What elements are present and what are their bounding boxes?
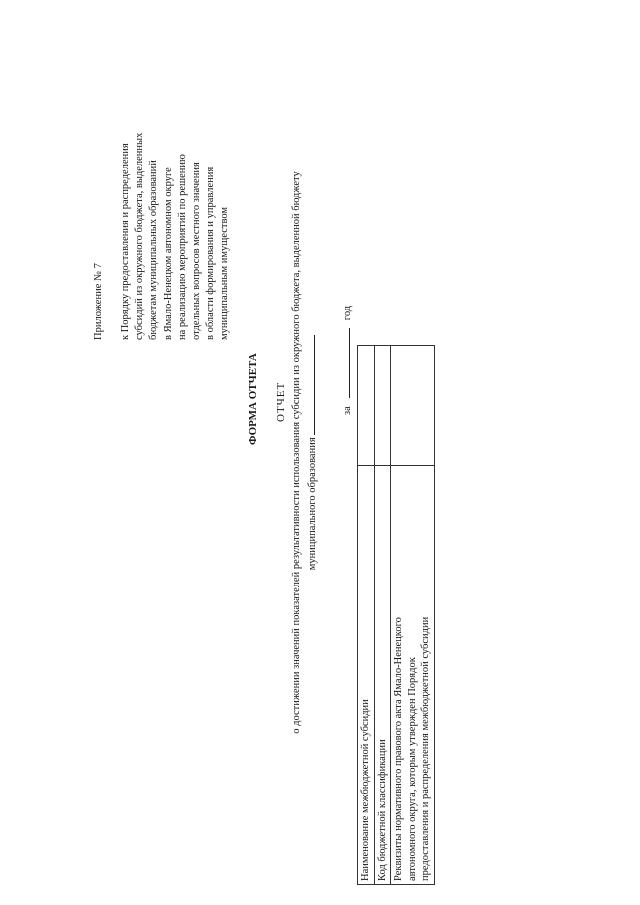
subsidy-info-table: [357, 345, 435, 885]
annex-label: Приложение № 7: [93, 263, 104, 340]
row-label-line: Реквизиты нормативного правового акта Ямало-Ненецкого: [393, 617, 404, 881]
report-heading: ОТЧЕТ: [275, 381, 287, 422]
report-description: [290, 120, 320, 785]
annex-text: [119, 60, 233, 340]
annex-line: в области формирования и управления: [205, 166, 217, 340]
municipality-blank: [304, 335, 315, 435]
table-row: [391, 346, 435, 885]
municipality-label: муниципального образования: [307, 437, 318, 571]
report-period: [339, 306, 353, 415]
table-cell-label: [358, 466, 375, 885]
annex-line: в Ямало-Ненецком автономном округе: [162, 167, 174, 340]
table-cell-label: [391, 466, 435, 885]
table-cell-value: [391, 346, 435, 466]
report-description-line-1: о достижении значений показателей результативности использования субсидии из окружного бюджета, выделенной бюджету: [291, 171, 302, 734]
table-row: [358, 346, 375, 885]
annex-line: субсидий из окружного бюджета, выделенных: [134, 132, 146, 340]
row-label-line: Наименование межбюджетной субсидии: [360, 699, 371, 881]
rotated-document-page: [20, 20, 620, 885]
period-suffix: год: [342, 305, 353, 321]
row-label-line: предоставления и распределения межбюджетной субсидии: [420, 616, 431, 881]
annex-line: муниципальным имуществом: [219, 206, 231, 340]
annex-line: к Порядку предоставления и распределения: [120, 143, 131, 340]
table-cell-label: [374, 466, 391, 885]
report-description-line-2: [304, 120, 320, 785]
period-prefix: за: [342, 406, 353, 415]
annex-line: отдельных вопросов местного значения: [191, 162, 203, 340]
row-label-line: Код бюджетной классификации: [376, 739, 388, 881]
table-cell-value: [374, 346, 391, 466]
annex-line: бюджетам муниципальных образований: [148, 160, 160, 340]
annex-line: на реализацию мероприятий по решению: [176, 154, 188, 340]
row-label-line: автономного округа, которым утвержден Порядок: [406, 657, 418, 881]
table-cell-value: [358, 346, 375, 466]
table-row: [374, 346, 391, 885]
form-title: ФОРМА ОТЧЕТА: [247, 353, 259, 445]
period-blank: [339, 328, 350, 398]
